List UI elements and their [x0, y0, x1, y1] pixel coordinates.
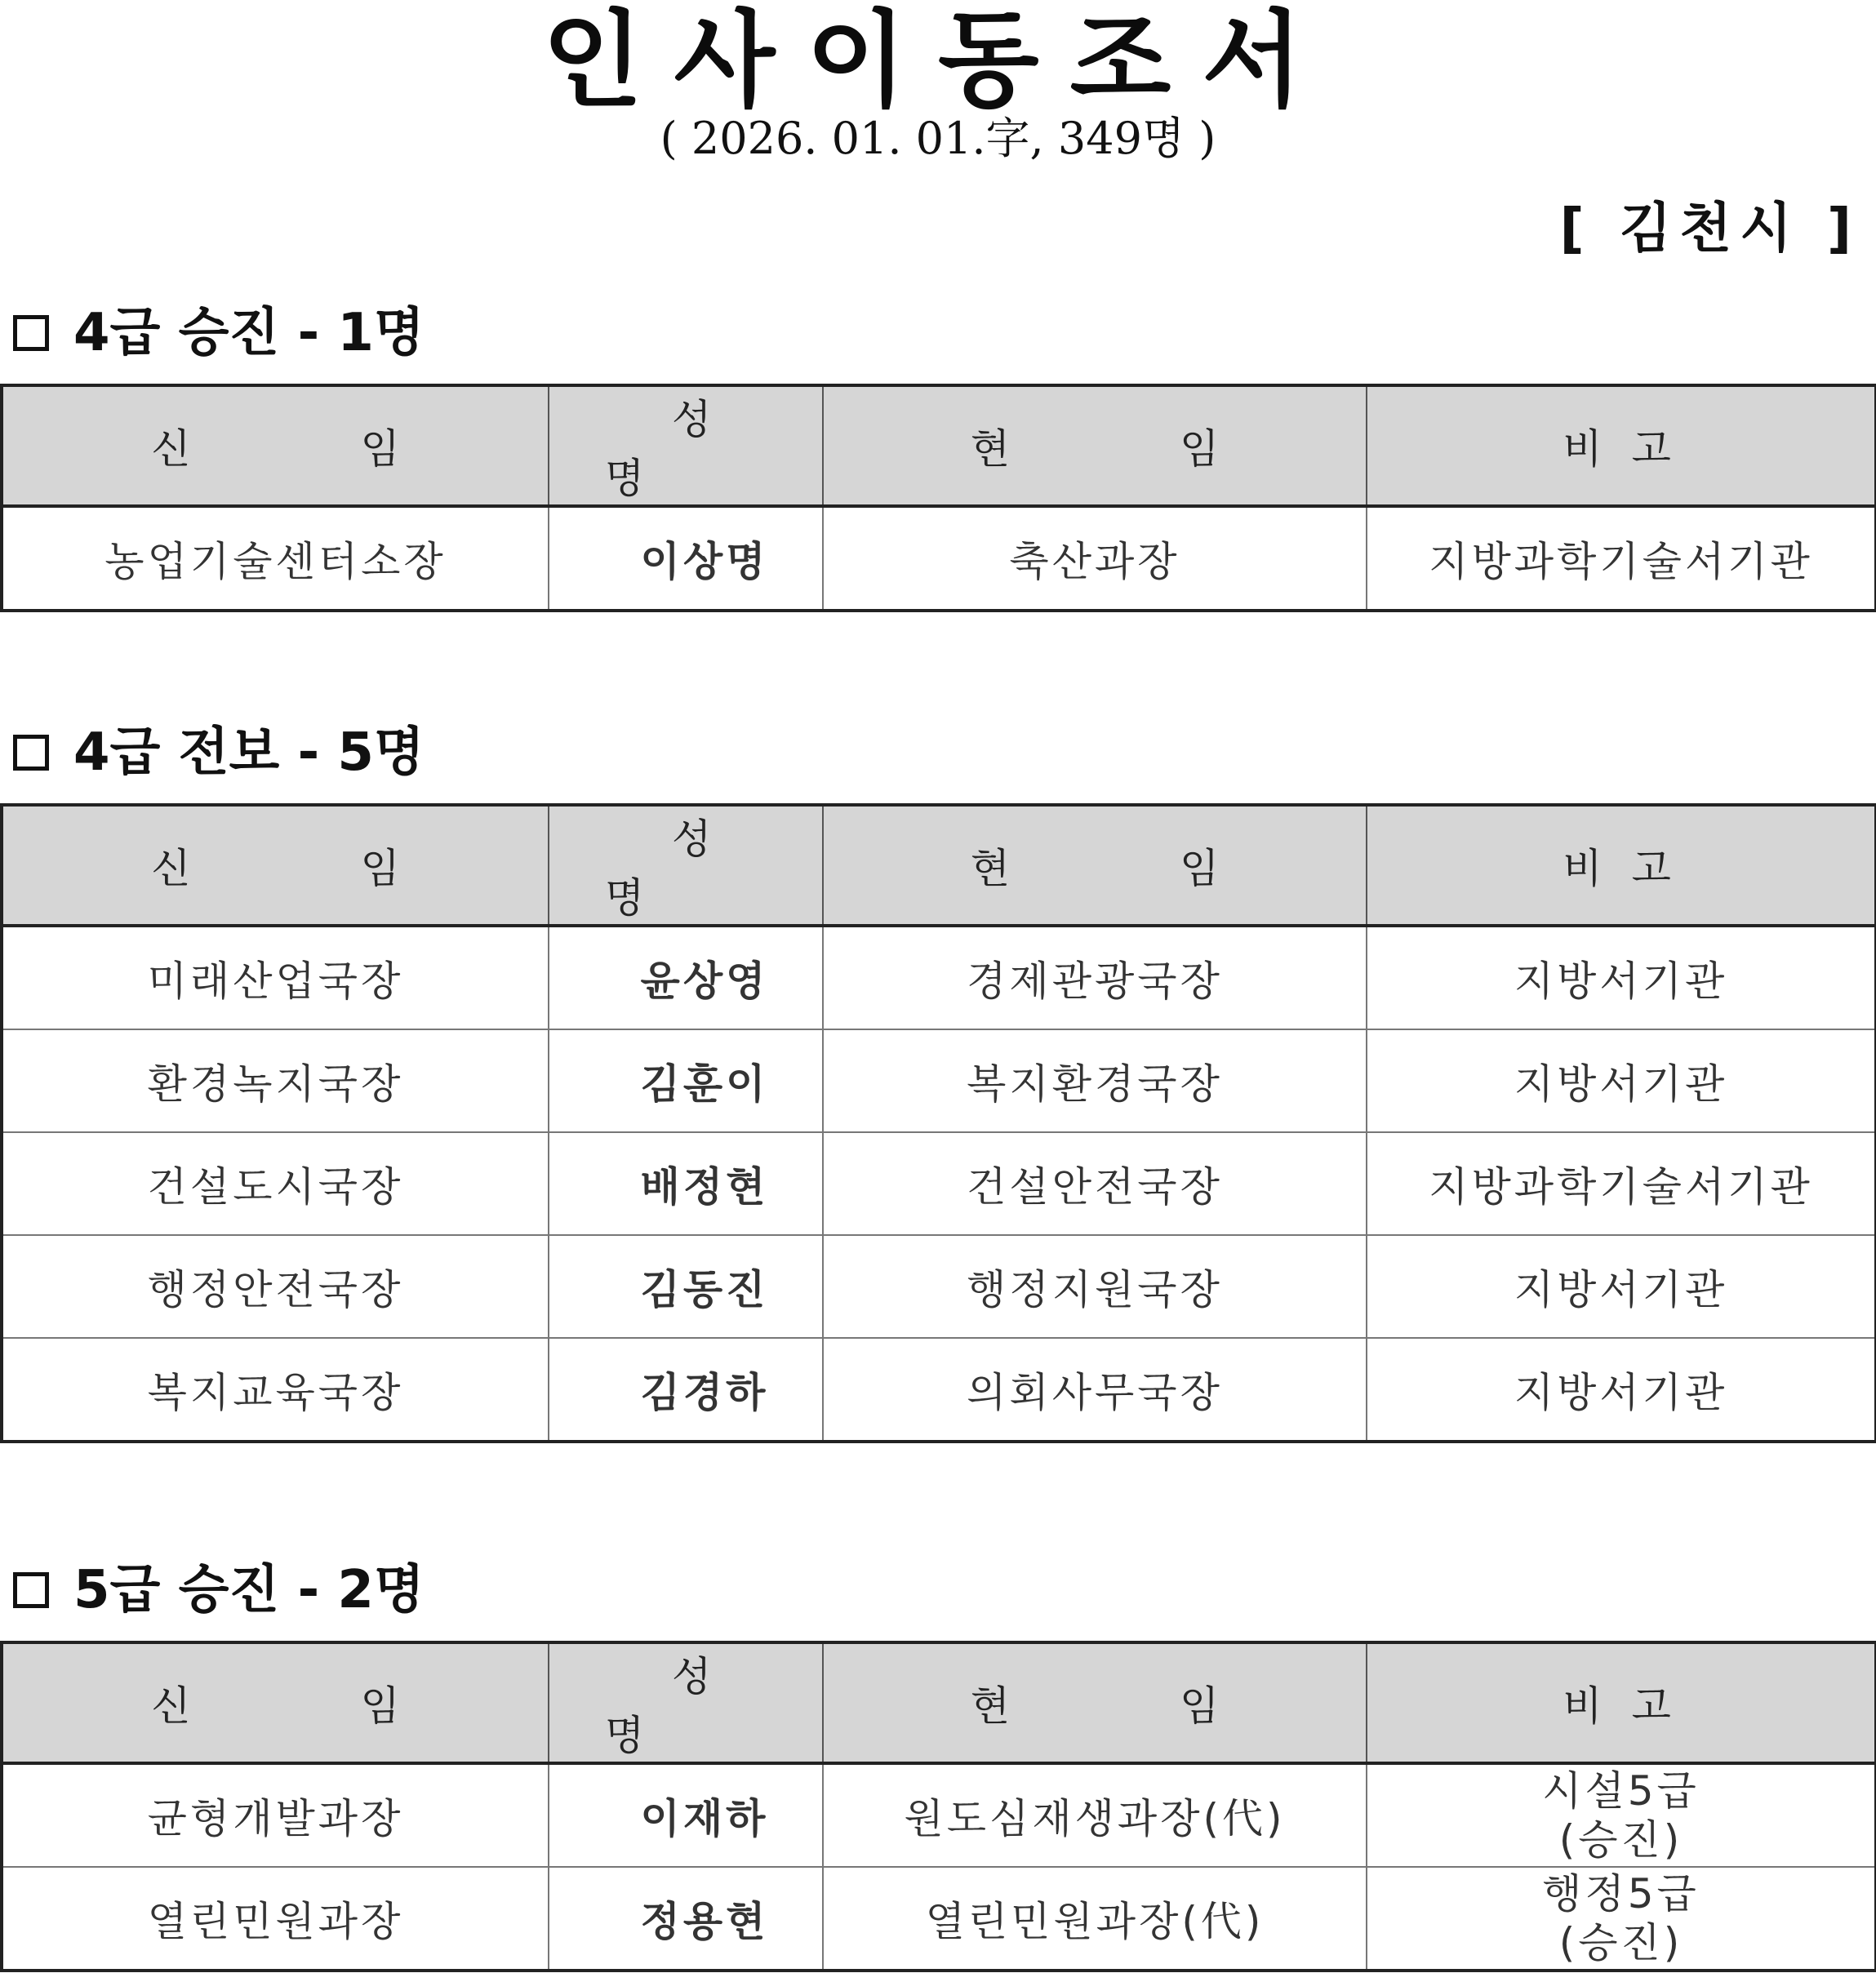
cell-note: 지방과학기술서기관	[1367, 1132, 1876, 1235]
cell-new-post: 농업기술센터소장	[2, 506, 549, 611]
cell-name: 배정현	[549, 1132, 823, 1235]
cell-new-post: 복지교육국장	[2, 1338, 549, 1442]
header-name: 성 명	[549, 1642, 823, 1763]
cell-current-post: 복지환경국장	[823, 1029, 1367, 1132]
section-heading-text: 5급 승진 - 2명	[73, 1560, 425, 1620]
cell-name: 김훈이	[549, 1029, 823, 1132]
table-5th-promotion	[0, 1641, 1876, 1972]
header-name: 성 명	[549, 805, 823, 926]
table-4th-transfer	[0, 803, 1876, 1443]
header-new-post: 신 임	[2, 1642, 549, 1763]
section-heading-text: 4급 승진 - 1명	[73, 303, 425, 363]
table-row	[2, 1132, 1876, 1235]
cell-new-post: 환경녹지국장	[2, 1029, 549, 1132]
cell-new-post: 열린민원과장	[2, 1867, 549, 1971]
cell-current-post: 경제관광국장	[823, 926, 1367, 1029]
table-row	[2, 926, 1876, 1029]
cell-name: 김경하	[549, 1338, 823, 1442]
section-heading-4th-transfer	[13, 720, 425, 785]
header-current-post: 현 임	[823, 385, 1367, 506]
header-note: 비 고	[1367, 385, 1876, 506]
document-subtitle: ( 2026. 01. 01.字, 349명 )	[660, 113, 1216, 164]
cell-current-post: 열린민원과장(代)	[823, 1867, 1367, 1971]
table-row	[2, 1867, 1876, 1971]
cell-note: 지방과학기술서기관	[1367, 506, 1876, 611]
checkbox-icon	[13, 1572, 49, 1608]
header-name: 성 명	[549, 385, 823, 506]
cell-name: 김동진	[549, 1235, 823, 1338]
header-new-post: 신 임	[2, 385, 549, 506]
cell-name: 정용현	[549, 1867, 823, 1971]
cell-new-post: 미래산업국장	[2, 926, 549, 1029]
cell-name: 이재하	[549, 1763, 823, 1867]
cell-name: 이상명	[549, 506, 823, 611]
cell-note: 지방서기관	[1367, 926, 1876, 1029]
cell-current-post: 의회사무국장	[823, 1338, 1367, 1442]
table-row	[2, 1338, 1876, 1442]
document-title: 인사이동조서	[542, 0, 1334, 122]
cell-new-post: 행정안전국장	[2, 1235, 549, 1338]
cell-current-post: 행정지원국장	[823, 1235, 1367, 1338]
cell-current-post: 축산과장	[823, 506, 1367, 611]
cell-note	[1367, 1763, 1876, 1867]
cell-note: 지방서기관	[1367, 1338, 1876, 1442]
section-heading-5th-promotion	[13, 1558, 425, 1623]
header-current-post: 현 임	[823, 1642, 1367, 1763]
cell-note: 지방서기관	[1367, 1235, 1876, 1338]
cell-new-post: 건설도시국장	[2, 1132, 549, 1235]
header-new-post: 신 임	[2, 805, 549, 926]
table-row	[2, 1235, 1876, 1338]
header-note: 비 고	[1367, 1642, 1876, 1763]
table-header-row	[2, 385, 1876, 506]
organization-label: [ 김천시 ]	[1559, 197, 1860, 260]
cell-note: 지방서기관	[1367, 1029, 1876, 1132]
table-row	[2, 506, 1876, 611]
section-heading-text: 4급 전보 - 5명	[73, 722, 425, 783]
header-current-post: 현 임	[823, 805, 1367, 926]
cell-current-post: 건설안전국장	[823, 1132, 1367, 1235]
table-row	[2, 1029, 1876, 1132]
table-header-row	[2, 1642, 1876, 1763]
header-note: 비 고	[1367, 805, 1876, 926]
cell-note-line: 행정5급	[1542, 1870, 1700, 1917]
cell-name: 윤상영	[549, 926, 823, 1029]
cell-current-post: 원도심재생과장(代)	[823, 1763, 1367, 1867]
cell-note-line: 시설5급	[1542, 1767, 1700, 1815]
table-row	[2, 1763, 1876, 1867]
section-heading-4th-promotion	[13, 300, 425, 366]
checkbox-icon	[13, 315, 49, 351]
cell-note	[1367, 1867, 1876, 1971]
table-header-row	[2, 805, 1876, 926]
cell-note-subline: (승진)	[1558, 1919, 1683, 1966]
cell-new-post: 균형개발과장	[2, 1763, 549, 1867]
checkbox-icon	[13, 735, 49, 771]
cell-note-subline: (승진)	[1558, 1816, 1683, 1864]
table-4th-promotion	[0, 384, 1876, 612]
